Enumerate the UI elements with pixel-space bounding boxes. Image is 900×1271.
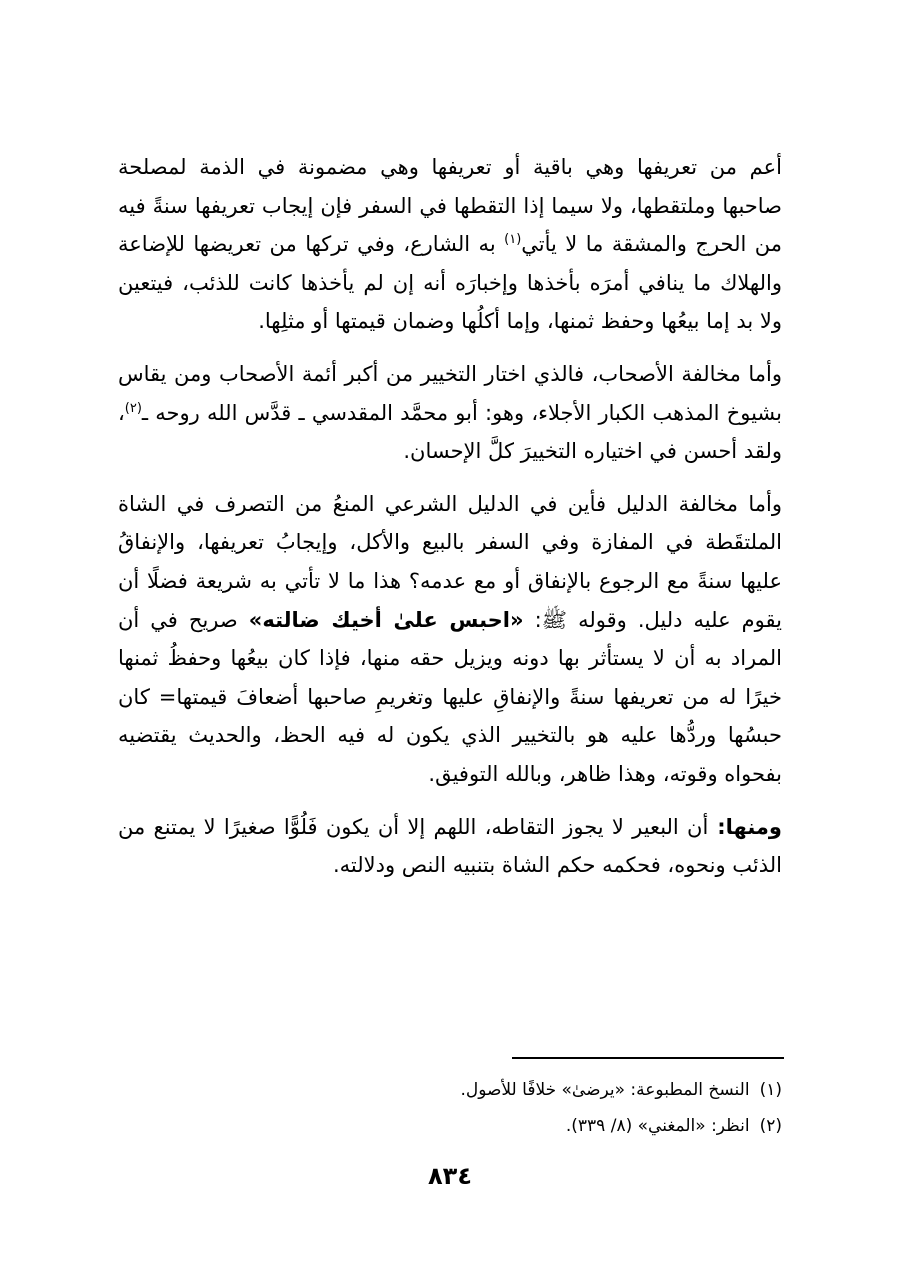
- paragraph-3-text-b: صريح في أن المراد به أن لا يستأثر بها دونه ويزيل حقه منها، فإذا كان بيعُها وحفظُ ثمنها خيرًا له من تعريفها سنةً والإنفاقِ عليها وتغريمِ صاحبها أضعافَ قيمتها= كان حبسُها وردُّها عليه هو بالتخيير الذي يكون له فيه الحظ، والحديث يقتضيه بفحواه وقوته، وهذا ظاهر، وبالله التوفيق.: [118, 607, 782, 786]
- paragraph-3: [118, 485, 782, 794]
- footnote-1-number: (١): [759, 1080, 782, 1100]
- footnotes: [118, 1072, 782, 1144]
- paragraph-1: [118, 148, 782, 341]
- paragraph-4: [118, 808, 782, 885]
- paragraph-1-text-b: به الشارع، وفي تركها من تعريضها للإضاعة والهلاك ما ينافي أمرَه بأخذها وإخبارَه أنه إن لم يأخذها كانت للذئب، فيتعين ولا بد إما بيعُها وحفظ ثمنها، وإما أكلُها وضمان قيمتها أو مثلِها.: [118, 232, 782, 334]
- paragraph-1-text-a: أعم من تعريفها وهي باقية أو تعريفها وهي مضمونة في الذمة لمصلحة صاحبها وملتقطها، ولا سيما إذا التقطها في السفر فإن إيجاب تعريفها سنةً فيه من الحرج والمشقة ما لا يأتي: [118, 155, 783, 257]
- paragraph-2-text-b: ، ولقد أحسن في اختياره التخييرَ كلَّ الإحسان.: [118, 400, 782, 464]
- footnote-2-text: انظر: «المغني» (٨/ ٣٣٩).: [565, 1116, 750, 1136]
- paragraph-2-text-a: وأما مخالفة الأصحاب، فالذي اختار التخيير من أكبر أئمة الأصحاب ومن يقاس بشيوخ المذهب الكبار الأجلاء، وهو: أبو محمَّد المقدسي ـ قدَّس الله روحه ـ: [118, 361, 782, 425]
- footnote-2: [118, 1108, 782, 1144]
- footnote-ref-2: (٢): [124, 400, 142, 416]
- paragraph-4-lead: ومنها:: [708, 814, 782, 839]
- page-number: ٨٣٤: [428, 1162, 472, 1190]
- footnote-ref-1: (١): [504, 232, 522, 248]
- paragraph-2: [118, 355, 782, 471]
- main-text: [118, 148, 782, 885]
- footnote-2-number: (٢): [759, 1116, 782, 1136]
- hadith-quote: «احبس علىٰ أخيك ضالته»: [248, 607, 524, 632]
- footnote-1-text: النسخ المطبوعة: «يرضىٰ» خلافًا للأصول.: [460, 1080, 750, 1100]
- paragraph-4-text: أن البعير لا يجوز التقاطه، اللهم إلا أن يكون فَلُوًّا صغيرًا لا يمتنع من الذئب ونحوه، فحكمه حكم الشاة بتنبيه النص ودلالته.: [118, 814, 782, 878]
- paragraph-3-text-a: وأما مخالفة الدليل فأين في الدليل الشرعي المنعُ من التصرف في الشاة الملتقَطة في المفازة وفي السفر بالبيع والأكل، وإيجابُ تعريفها، والإنفاقُ عليها سنةً مع الرجوع بالإنفاق أو مع عدمه؟ هذا ما لا تأتي به شريعة فضلًا أن يقوم عليه دليل. وقوله ﷺ:: [118, 491, 782, 632]
- footnote-1: [118, 1072, 782, 1108]
- footnote-divider: [512, 1057, 784, 1059]
